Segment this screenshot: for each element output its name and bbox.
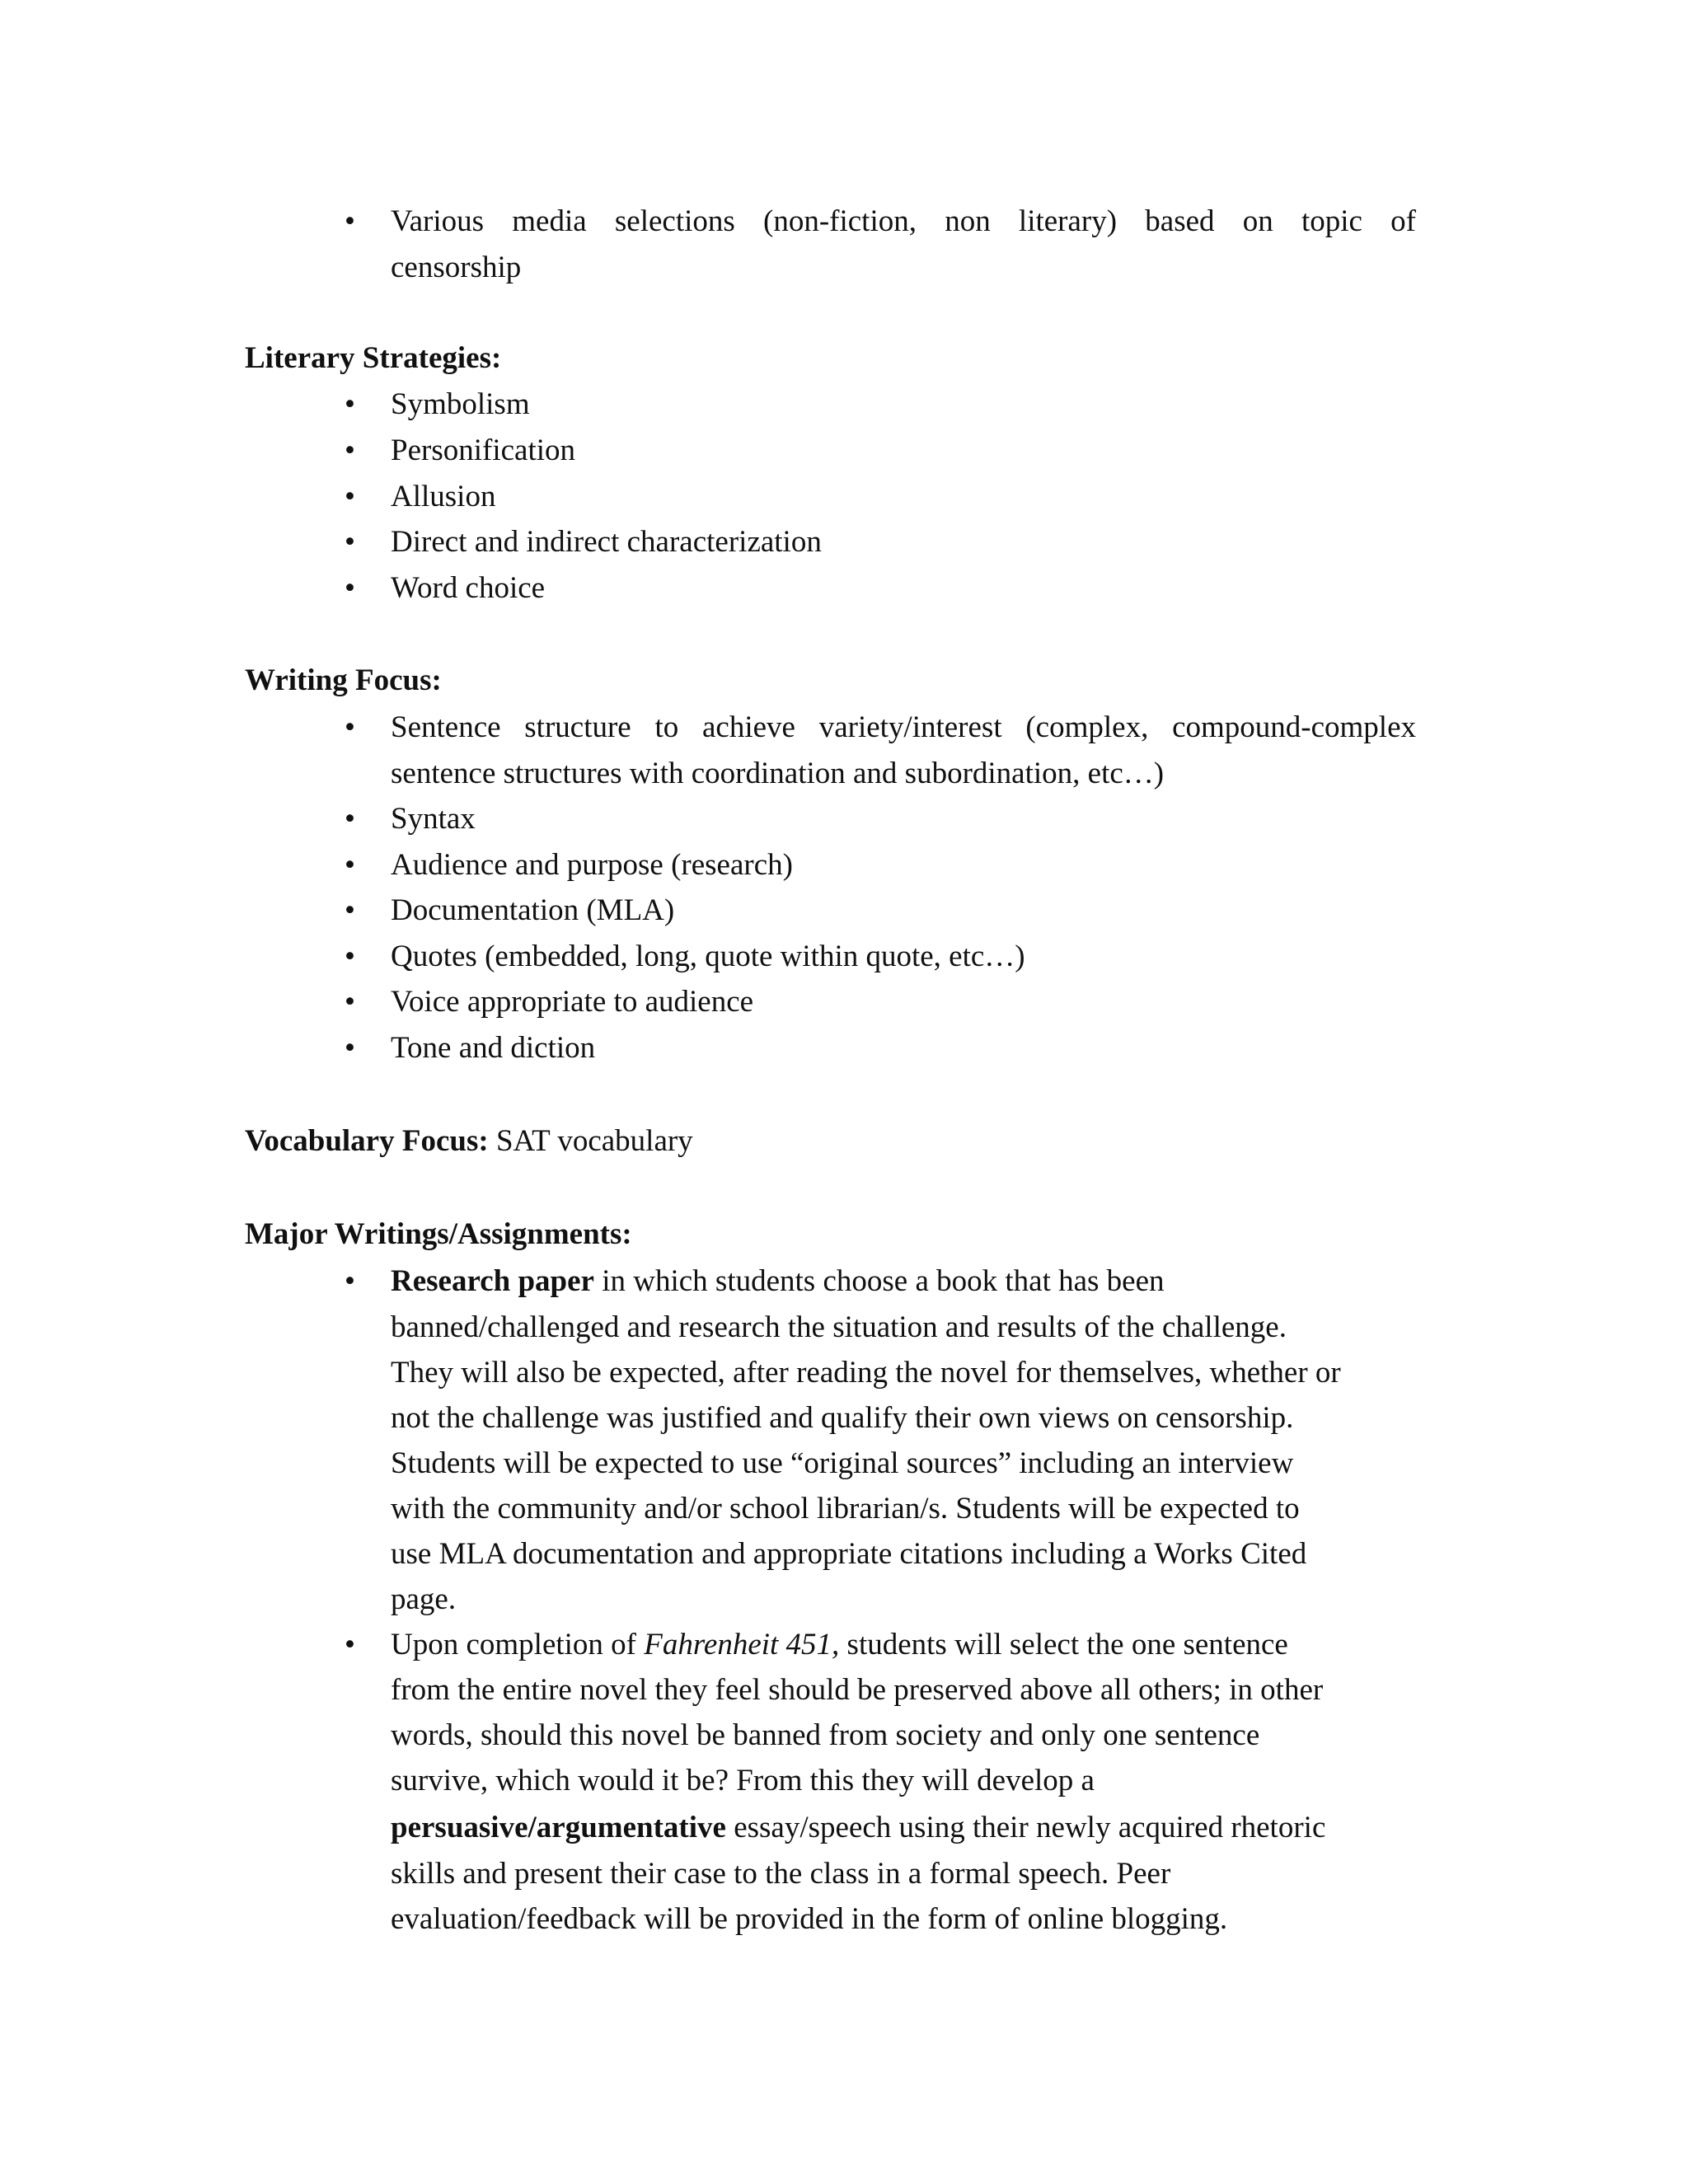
- research-paper-line-1: [391, 1258, 1165, 1305]
- bullet-icon: •: [345, 710, 355, 744]
- writing-focus-item-1-line-1: Sentence structure to achieve variety/interest (complex, compound-complex: [391, 710, 1416, 744]
- bullet-icon: •: [345, 525, 355, 559]
- vocabulary-focus-value: SAT vocabulary: [495, 1124, 693, 1158]
- bullet-icon: •: [345, 387, 355, 421]
- persuasive-line-1-start: Upon completion of: [391, 1628, 645, 1661]
- list-item: Word choice: [391, 571, 546, 605]
- persuasive-line: survive, which would it be? From this they will develop a: [391, 1764, 1095, 1797]
- list-item: Documentation (MLA): [391, 893, 675, 927]
- research-paper-line: not the challenge was justified and qualify their own views on censorship.: [391, 1401, 1294, 1435]
- persuasive-line: words, should this novel be banned from society and only one sentence: [391, 1718, 1260, 1752]
- list-item: Allusion: [391, 480, 496, 513]
- bullet-icon: •: [345, 434, 355, 467]
- bullet-icon: •: [345, 802, 355, 836]
- persuasive-line: from the entire novel they feel should be preserved above all others; in other: [391, 1673, 1324, 1707]
- bullet-icon: •: [345, 940, 355, 973]
- bullet-icon: •: [345, 985, 355, 1019]
- persuasive-line-5-rest: essay/speech using their newly acquired rhetoric: [725, 1811, 1326, 1844]
- list-item: Syntax: [391, 802, 476, 836]
- research-paper-line: Students will be expected to use “original sources” including an interview: [391, 1446, 1294, 1480]
- research-paper-line: They will also be expected, after reading the novel for themselves, whether or: [391, 1356, 1341, 1390]
- research-paper-line: banned/challenged and research the situation and results of the challenge.: [391, 1310, 1287, 1344]
- bullet-icon: •: [345, 571, 355, 605]
- list-item: Personification: [391, 434, 576, 467]
- intro-item-line-1: Various media selections (non-fiction, non literary) based on topic of: [391, 204, 1416, 238]
- research-paper-line: page.: [391, 1582, 457, 1616]
- bullet-icon: •: [345, 204, 355, 238]
- writing-focus-heading: Writing Focus:: [245, 663, 442, 697]
- research-paper-bold-lead: Research paper: [391, 1264, 594, 1298]
- persuasive-line-1-end: students will select the one sentence: [839, 1628, 1288, 1661]
- persuasive-bold-word: persuasive/argumentative: [391, 1811, 726, 1844]
- bullet-icon: •: [345, 1264, 355, 1298]
- persuasive-line-1: [391, 1622, 1288, 1668]
- literary-strategies-heading: Literary Strategies:: [245, 341, 502, 375]
- vocabulary-focus-label: Vocabulary Focus:: [245, 1124, 489, 1158]
- bullet-icon: •: [345, 848, 355, 882]
- bullet-icon: •: [345, 1031, 355, 1065]
- research-paper-line: use MLA documentation and appropriate citations including a Works Cited: [391, 1537, 1307, 1571]
- bullet-icon: •: [345, 480, 355, 513]
- major-writings-heading: Major Writings/Assignments:: [245, 1217, 632, 1251]
- novel-title: Fahrenheit 451,: [644, 1628, 840, 1661]
- vocabulary-focus-line: [245, 1118, 693, 1165]
- bullet-icon: •: [345, 893, 355, 927]
- persuasive-line: evaluation/feedback will be provided in the form of online blogging.: [391, 1902, 1228, 1936]
- intro-item-line-2: censorship: [391, 251, 522, 284]
- research-paper-line: with the community and/or school librarian/s. Students will be expected to: [391, 1492, 1300, 1526]
- list-item: Audience and purpose (research): [391, 848, 793, 882]
- list-item: Tone and diction: [391, 1031, 596, 1065]
- list-item: Quotes (embedded, long, quote within quote, etc…): [391, 940, 1025, 973]
- research-paper-line-1-text: in which students choose a book that has been: [593, 1264, 1165, 1298]
- list-item: Direct and indirect characterization: [391, 525, 822, 559]
- writing-focus-item-1-line-2: sentence structures with coordination and subordination, etc…): [391, 757, 1165, 790]
- list-item: Voice appropriate to audience: [391, 985, 754, 1019]
- list-item: Symbolism: [391, 387, 530, 421]
- persuasive-line-5: [391, 1805, 1325, 1851]
- bullet-icon: •: [345, 1628, 355, 1661]
- persuasive-line: skills and present their case to the class in a formal speech. Peer: [391, 1857, 1171, 1891]
